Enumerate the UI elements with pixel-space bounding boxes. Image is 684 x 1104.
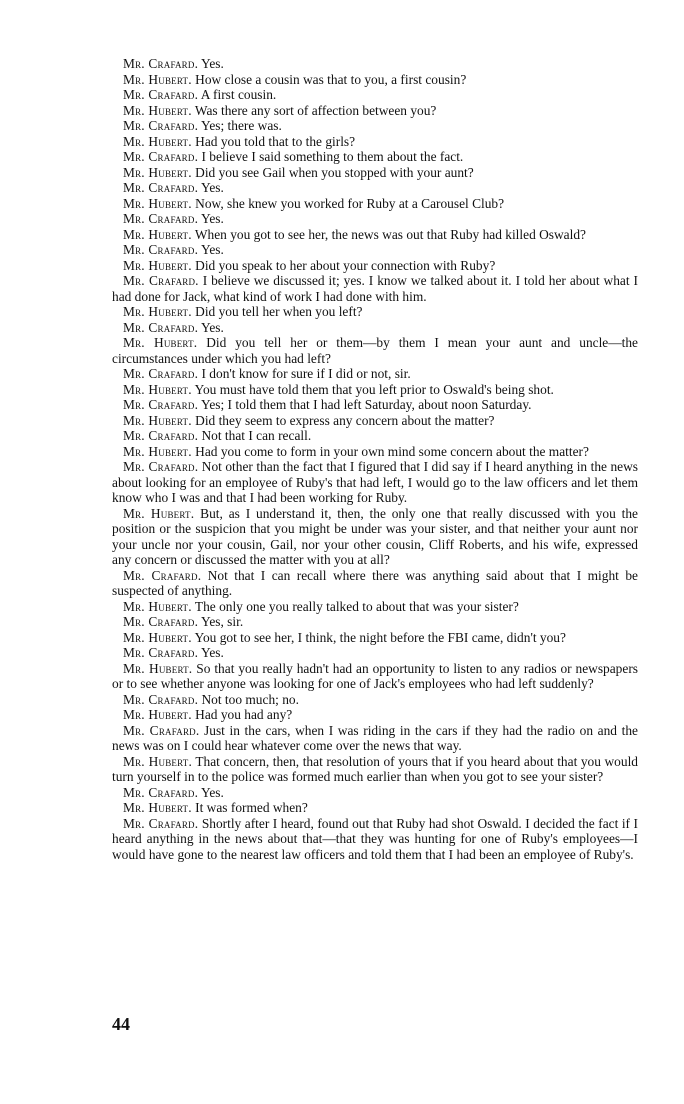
speaker-name: Mr. Hubert.	[123, 226, 192, 242]
speaker-name: Mr. Hubert.	[123, 164, 192, 180]
transcript-paragraph	[112, 87, 638, 103]
speaker-name: Mr. Crafard.	[123, 815, 199, 831]
speaker-name: Mr. Hubert.	[123, 443, 192, 459]
transcript-paragraph	[112, 134, 638, 150]
speaker-name: Mr. Hubert.	[123, 598, 192, 614]
speech-text: When you got to see her, the news was out that Ruby had killed Oswald?	[194, 226, 586, 242]
transcript-paragraph	[112, 723, 638, 754]
speaker-name: Mr. Hubert.	[123, 133, 192, 149]
transcript-paragraph	[112, 382, 638, 398]
speaker-name: Mr. Crafard.	[123, 211, 199, 226]
speaker-name: Mr. Crafard.	[123, 428, 199, 443]
speaker-name: Mr. Crafard.	[123, 397, 199, 412]
transcript-paragraph	[112, 568, 638, 599]
speech-text: I believe I said something to them about the fact.	[201, 149, 464, 164]
speech-text: Did they seem to express any concern about the matter?	[195, 412, 495, 428]
speech-text: Yes.	[201, 319, 224, 335]
transcript-paragraph	[112, 754, 638, 785]
transcript-paragraph	[112, 661, 638, 692]
transcript-paragraph	[112, 692, 638, 708]
speech-text: But, as I understand it, then, the only one that really discussed with you the position or the suspicion that you might be under was your sister, and that neither your aunt nor your uncle nor your cousin, Gail, nor your other cousin, Cliff Roberts, and his wife, expressed any concern or discussed the matter with you at all?	[112, 505, 638, 567]
transcript-paragraph	[112, 72, 638, 88]
speech-text: Shortly after I heard, found out that Ruby had shot Oswald. I decided the fact if I heard anything in the news about that—that they was hunting for one of Ruby's employees—I would have gone to the nearest law officers and told them that I had been an employee of Ruby's.	[112, 815, 638, 862]
transcript-paragraph	[112, 242, 638, 258]
speech-text: Not that I can recall.	[201, 428, 312, 443]
transcript-paragraph	[112, 506, 638, 568]
transcript-paragraph	[112, 816, 638, 863]
speech-text: So that you really hadn't had an opportunity to listen to any radios or newspapers or to see whether anyone was looking for one of Jack's employees who had left suddenly?	[112, 660, 638, 691]
speech-text: Not other than the fact that I figured that I did say if I heard anything in the news about looking for an employee of Ruby's that had left, I would go to the law officers and let them know who I was and that I had been working for Ruby.	[112, 459, 638, 505]
speech-text: A first cousin.	[200, 87, 277, 102]
speaker-name: Mr. Crafard.	[123, 614, 199, 629]
transcript-paragraph	[112, 227, 638, 243]
transcript-paragraph	[112, 165, 638, 181]
transcript-paragraph	[112, 614, 638, 630]
speech-text: Not that I can recall where there was anything said about that I might be suspected of anything.	[112, 567, 638, 598]
speaker-name: Mr. Crafard.	[123, 118, 199, 133]
speech-text: Yes.	[201, 645, 224, 660]
transcript-paragraph	[112, 707, 638, 723]
speech-text: I don't know for sure if I did or not, sir.	[201, 366, 411, 381]
speaker-name: Mr. Hubert.	[123, 71, 192, 87]
speech-text: It was formed when?	[195, 800, 308, 815]
speaker-name: Mr. Hubert.	[123, 629, 192, 645]
speech-text: Did you tell her or them—by them I mean your aunt and uncle—the circumstances under which you had left?	[112, 335, 638, 366]
speech-text: Yes.	[201, 56, 224, 71]
speaker-name: Mr. Hubert.	[123, 195, 192, 211]
transcript-paragraph	[112, 56, 638, 72]
speech-text: Did you see Gail when you stopped with your aunt?	[195, 164, 474, 180]
transcript-paragraph	[112, 335, 638, 366]
transcript-paragraph	[112, 149, 638, 165]
speaker-name: Mr. Hubert.	[123, 505, 195, 521]
transcript-paragraph	[112, 103, 638, 119]
transcript-paragraph	[112, 211, 638, 227]
speaker-name: Mr. Hubert.	[123, 304, 192, 319]
speaker-name: Mr. Crafard.	[123, 242, 199, 257]
speech-text: Did you tell her when you left?	[195, 304, 363, 319]
speaker-name: Mr. Crafard.	[123, 273, 199, 288]
speech-text: You must have told them that you left prior to Oswald's being shot.	[194, 381, 554, 397]
speech-text: Yes, sir.	[201, 614, 244, 629]
speech-text: That concern, then, that resolution of yours that if you heard about that you would turn yourself in to the police was formed much earlier than when you got to see your sister?	[112, 753, 638, 784]
transcript-paragraph	[112, 785, 638, 801]
transcript-paragraph	[112, 459, 638, 506]
speaker-name: Mr. Hubert.	[123, 381, 192, 397]
speaker-name: Mr. Hubert.	[123, 102, 192, 118]
speech-text: You got to see her, I think, the night before the FBI came, didn't you?	[194, 629, 566, 645]
transcript-paragraph	[112, 630, 638, 646]
speaker-name: Mr. Crafard.	[123, 87, 199, 102]
speech-text: The only one you really talked to about that was your sister?	[194, 598, 519, 614]
speech-text: Yes.	[201, 211, 224, 226]
speech-text: Yes; I told them that I had left Saturday, about noon Saturday.	[201, 397, 532, 412]
speech-text: Yes; there was.	[201, 118, 282, 133]
speaker-name: Mr. Hubert.	[123, 257, 192, 273]
speaker-name: Mr. Hubert.	[123, 753, 193, 769]
speaker-name: Mr. Crafard.	[123, 784, 199, 800]
speaker-name: Mr. Hubert.	[123, 707, 192, 722]
transcript-paragraph	[112, 196, 638, 212]
transcript-paragraph	[112, 366, 638, 382]
speaker-name: Mr. Crafard.	[123, 56, 199, 71]
transcript-text	[112, 56, 638, 862]
transcript-paragraph	[112, 599, 638, 615]
transcript-paragraph	[112, 800, 638, 816]
transcript-paragraph	[112, 258, 638, 274]
speech-text: I believe we discussed it; yes. I know we talked about it. I told her about what I had done for Jack, what kind of work I had done with him.	[112, 273, 638, 304]
transcript-paragraph	[112, 397, 638, 413]
speaker-name: Mr. Hubert.	[123, 335, 198, 350]
transcript-paragraph	[112, 273, 638, 304]
speaker-name: Mr. Crafard.	[123, 645, 199, 660]
transcript-paragraph	[112, 304, 638, 320]
speaker-name: Mr. Crafard.	[123, 180, 199, 195]
transcript-paragraph	[112, 428, 638, 444]
speech-text: Yes.	[201, 784, 224, 800]
transcript-paragraph	[112, 180, 638, 196]
speech-text: Was there any sort of affection between you?	[194, 102, 437, 118]
speaker-name: Mr. Hubert.	[123, 660, 193, 676]
speech-text: Not too much; no.	[201, 691, 299, 707]
transcript-paragraph	[112, 444, 638, 460]
transcript-paragraph	[112, 413, 638, 429]
transcript-paragraph	[112, 645, 638, 661]
speech-text: How close a cousin was that to you, a first cousin?	[195, 71, 467, 87]
speaker-name: Mr. Crafard.	[123, 691, 199, 707]
speaker-name: Mr. Hubert.	[123, 800, 192, 815]
speech-text: Did you speak to her about your connection with Ruby?	[195, 257, 496, 273]
speaker-name: Mr. Crafard.	[123, 722, 200, 738]
speaker-name: Mr. Crafard.	[123, 319, 199, 335]
transcript-paragraph	[112, 320, 638, 336]
speech-text: Now, she knew you worked for Ruby at a Carousel Club?	[195, 195, 505, 211]
speech-text: Had you told that to the girls?	[195, 133, 356, 149]
transcript-paragraph	[112, 118, 638, 134]
speech-text: Yes.	[201, 242, 224, 257]
speech-text: Had you had any?	[195, 707, 293, 722]
speech-text: Had you come to form in your own mind some concern about the matter?	[195, 443, 589, 459]
speech-text: Yes.	[201, 180, 224, 195]
speech-text: Just in the cars, when I was riding in the cars if they had the radio on and the news was on I could hear whatever come over the news that way.	[112, 722, 638, 753]
speaker-name: Mr. Crafard.	[123, 366, 199, 381]
page-number: 44	[112, 1014, 130, 1034]
speaker-name: Mr. Hubert.	[123, 412, 192, 428]
speaker-name: Mr. Crafard.	[123, 149, 199, 164]
speaker-name: Mr. Crafard.	[123, 459, 199, 474]
speaker-name: Mr. Crafard.	[123, 567, 202, 583]
